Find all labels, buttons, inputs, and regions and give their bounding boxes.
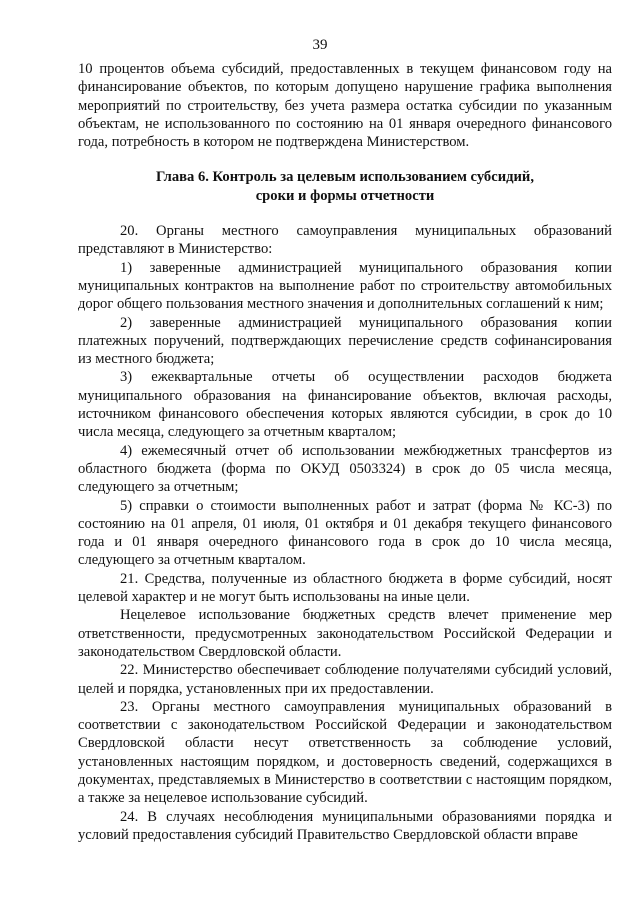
chapter-title-line-2: сроки и формы отчетности <box>255 187 435 204</box>
list-item-1: 1) заверенные администрацией муниципального образования копии муниципальных контрактов на выполнение работ по строительству автомобильных дорог общего пользования местного значения и дополнительных соглашений к ним; <box>78 259 612 313</box>
paragraph-21: 21. Средства, полученные из областного бюджета в форме субсидий, носят целевой характер и не могут быть использованы на иные цели. <box>78 570 612 606</box>
paragraph-21-continued: Нецелевое использование бюджетных средств влечет применение мер ответственности, предусмотренных законодательством Российской Федерации и законодательством Свердловской области. <box>78 607 612 660</box>
paragraph-24: 24. В случаях несоблюдения муниципальными образованиями порядка и условий предоставления субсидий Правительство Свердловской области вправе <box>78 808 612 843</box>
paragraph-22: 22. Министерство обеспечивает соблюдение получателями субсидий условий, целей и порядка, установленных при их предоставлении. <box>78 662 612 697</box>
document-body <box>78 60 612 844</box>
paragraph-23: 23. Органы местного самоуправления муниципальных образований в соответствии с законодательством Российской Федерации и законодательством Свердловской области несут ответственность за соблюдение условий, установленных настоящим порядком, и достоверность сведений, содержащихся в документах, представляемых в Министерство в соответствии с настоящим порядком, а также за нецелевое использование субсидий. <box>78 698 612 807</box>
list-item-2: 2) заверенные администрацией муниципального образования копии платежных поручений, подтверждающих перечисление средств софинансирования из местного бюджета; <box>78 314 612 368</box>
list-item-5: 5) справки о стоимости выполненных работ и затрат (форма № КС-3) по состоянию на 01 апреля, 01 июля, 01 октября и 01 декабря текущего финансового года и 01 января очередного финансового года в срок до 10 числа месяца, следующего за отчетным кварталом. <box>78 497 612 569</box>
intro-paragraph: 10 процентов объема субсидий, предоставленных в текущем финансовом году на финансирование объектов, по которым допущено нарушение графика выполнения мероприятий по строительству, без учета размера остатка субсидии по указанным объектам, не использованного по состоянию на 01 января очередного финансового года, потребность в котором не подтверждена Министерством. <box>78 61 612 151</box>
paragraph-20: 20. Органы местного самоуправления муниципальных образований представляют в Министерство: <box>78 223 612 258</box>
chapter-heading <box>78 168 612 205</box>
list-item-4: 4) ежемесячный отчет об использовании межбюджетных трансфертов из областного бюджета (форма по ОКУД 0503324) в срок до 05 числа месяца, следующего за отчетным; <box>78 442 612 496</box>
list-item-3: 3) ежеквартальные отчеты об осуществлении расходов бюджета муниципального образования на финансирование объектов, включая расходы, источником финансового обеспечения которых являются субсидии, в срок до 10 числа месяца, следующего за отчетным кварталом; <box>78 369 612 441</box>
page-number: 39 <box>312 37 328 53</box>
chapter-title-line-1: Глава 6. Контроль за целевым использованием субсидий, <box>156 169 534 186</box>
